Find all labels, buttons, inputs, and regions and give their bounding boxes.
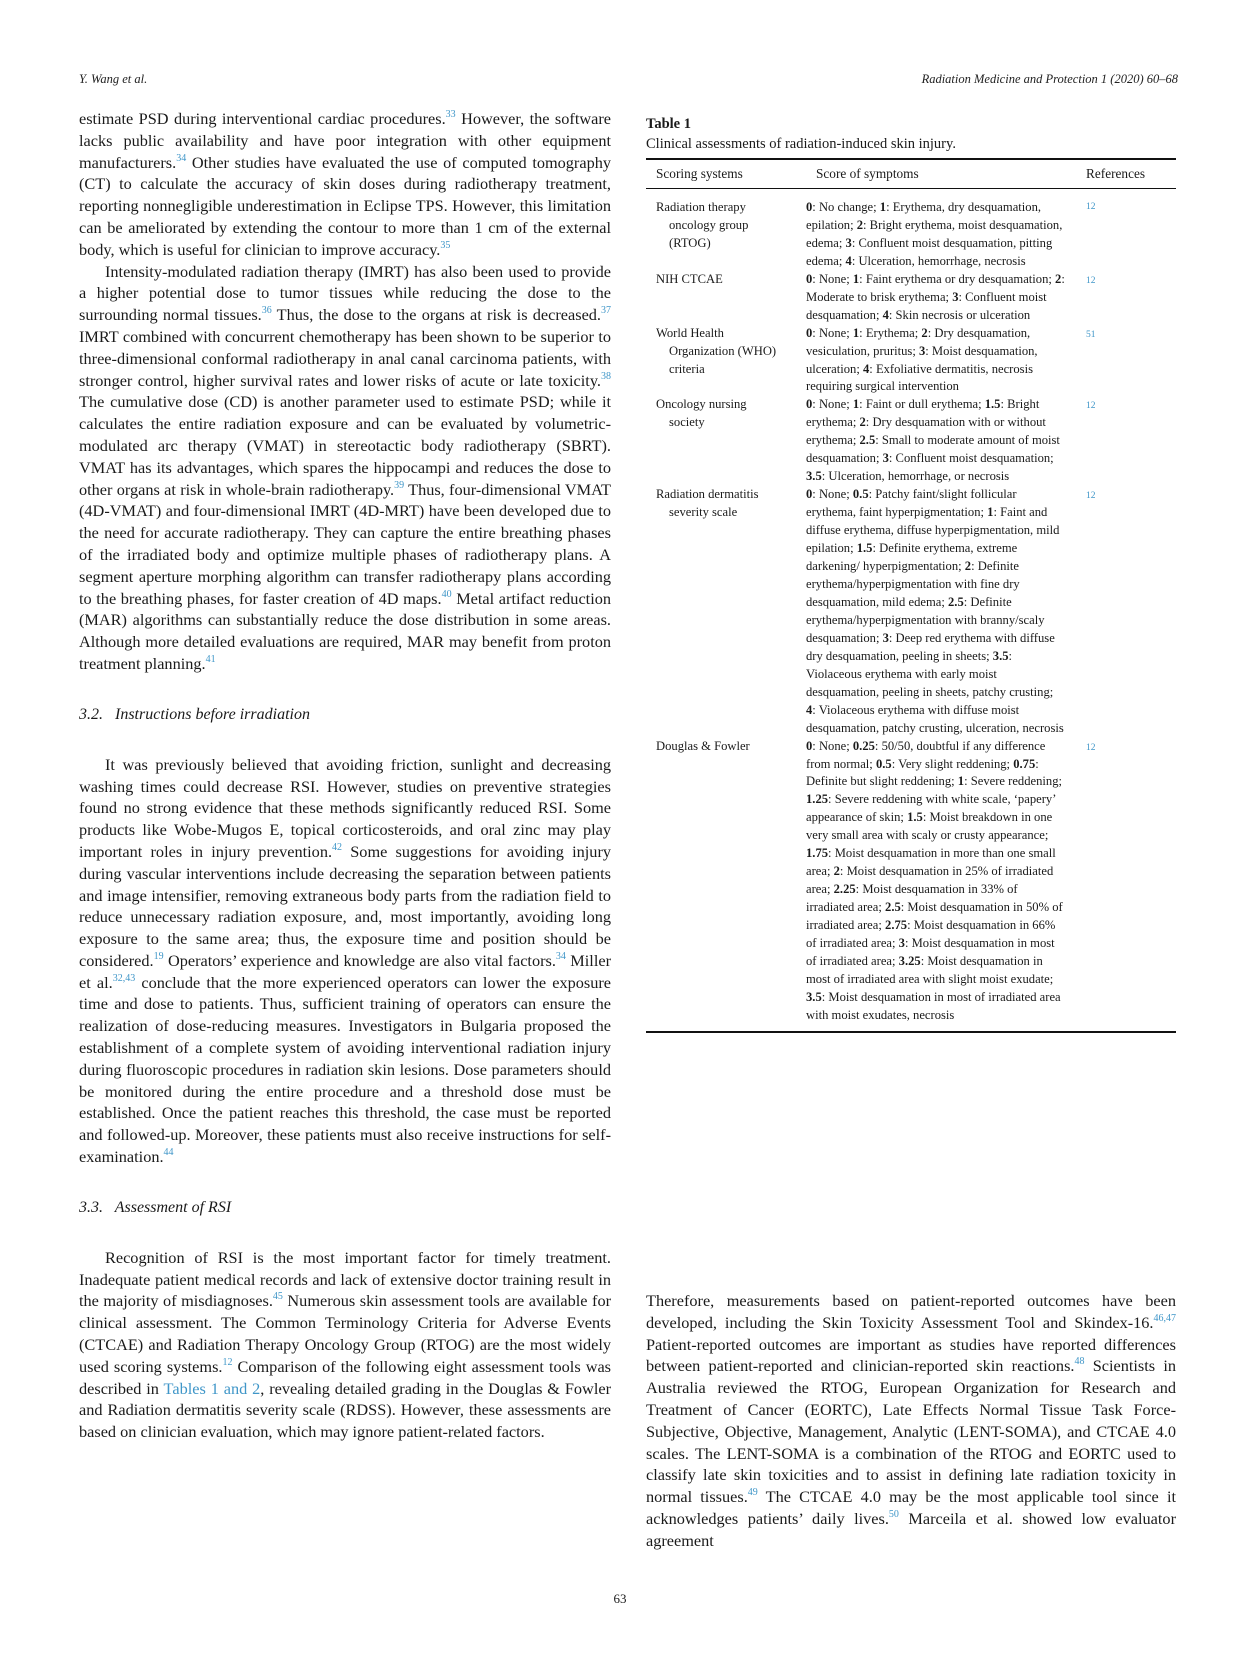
score-description: : Exfoliative dermatitis, necrosis requiring surgical intervention <box>806 361 1033 394</box>
score-grade: 0.5 <box>875 756 892 771</box>
paragraph-patient-reported: Therefore, measurements based on patient-reported outcomes have been developed, including the Skin Toxicity Assessment Tool and Skindex-16.$^{46,47}$ Patient-reported outcomes are important as studies have reported differences between patient-reported and clinician-reported skin reactions.$^{48}$ Scientists in Australia reviewed the RTOG, European Organization for Research and Treatment of Cancer (EORTC), Late Effects Normal Tissue Task Force-Subjective, Objective, Management, Analytic (LENT-SOMA), and CTCAE 4.0 scales. The LENT-SOMA is a combination of the RTOG and EORTC used to classify late skin toxicities and to assist in defining late radiation toxicity in normal tissues.$^{49}$ The CTCAE 4.0 may be the most applicable tool since it acknowledges patients’ daily lives.$^{50}$ Marceila et al. showed low evaluator agreement <box>646 1291 1176 1550</box>
score-grade: 0 <box>806 487 813 502</box>
score-description: : Bright erythema; <box>806 397 1040 430</box>
citation-link[interactable]: 49 <box>747 1487 758 1499</box>
score-description: : Dry desquamation with or without erythema; <box>806 415 1046 448</box>
score-description: : Moderate to brisk erythema; <box>806 271 1065 304</box>
table-label: Table 1 <box>646 116 691 132</box>
section-heading-3-3: 3.3. Assessment of RSI <box>79 1198 232 1216</box>
score-of-symptoms-cell <box>806 396 1076 486</box>
table-row <box>646 271 1176 325</box>
citation-link[interactable]: 32,43 <box>112 972 136 984</box>
score-description: : 50/50, doubtful if any difference from normal; <box>806 738 1046 771</box>
score-description: : Bright erythema, moist desquamation, edema; <box>806 217 1063 250</box>
score-description: : Moist desquamation in 66% of irradiated area; <box>806 918 1056 951</box>
score-grade: 3.5 <box>806 469 822 484</box>
score-grade: 2.75 <box>885 918 908 933</box>
score-description: : Moist desquamation, ulceration; <box>806 343 1038 376</box>
citation-link[interactable]: 33 <box>445 109 456 120</box>
tables-link[interactable]: Tables 1 and 2 <box>163 1378 261 1398</box>
score-description: : None; <box>812 487 853 502</box>
section-heading-3-2: 3.2. Instructions before irradiation <box>79 705 310 723</box>
score-description: : Violaceous erythema with early moist desquamation, peeling in sheets, patchy crusting; <box>806 648 1054 699</box>
score-description: : Violaceous erythema with diffuse moist desquamation, patchy crusting, ulceration, necrosis <box>806 702 1064 735</box>
assessment-table <box>646 158 1176 1031</box>
score-grade: 2 <box>921 325 928 340</box>
score-description: : Ulceration, hemorrhage, necrosis <box>851 253 1026 268</box>
score-of-symptoms-cell <box>806 486 1076 737</box>
scoring-system-name: Radiation dermatitis <box>656 487 759 502</box>
score-description: : Patchy faint/slight follicular erythema, faint hyperpigmentation; <box>806 487 1017 520</box>
score-grade: 2.25 <box>833 882 856 897</box>
score-grade: 3 <box>882 630 889 645</box>
score-grade: 1.25 <box>806 792 829 807</box>
scoring-system-name: oncology group <box>669 217 749 232</box>
citation-link[interactable]: 50 <box>888 1508 899 1520</box>
citation-link[interactable]: 42 <box>332 841 343 853</box>
score-description: : None; <box>812 397 853 412</box>
score-description: : Confluent moist desquamation, pitting edema; <box>806 235 1053 268</box>
table-row <box>646 396 1176 486</box>
score-description: : Severe reddening; <box>964 774 1063 789</box>
citation-link[interactable]: 34 <box>176 152 187 164</box>
score-grade: 3 <box>898 936 905 951</box>
score-description: : No change; <box>812 199 880 214</box>
score-grade: 1 <box>987 505 994 520</box>
reference-link[interactable]: 51 <box>1086 329 1096 340</box>
score-grade: 0 <box>806 325 813 340</box>
score-description: : None; <box>812 325 853 340</box>
paragraph-instructions: It was previously believed that avoiding friction, sunlight and decreasing washing times could decrease RSI. However, studies on preventive strategies found no strong evidence that these methods significantly reduced RSI. Some products like Wobe-Mugos E, topical corticosteroids, and oral zinc may play important roles in injury prevention.$^{42}$ Some suggestions for avoiding injury during vascular interventions include decreasing the separation between patients and image intensifier, removing extraneous body parts from the radiation field to reduce unnecessary radiation exposure, and, most importantly, avoiding long exposure to the same area; thus, the exposure time and position should be considered.$^{19}$ Operators’ experience and knowledge are also vital factors.$^{34}$ Miller et al.$^{32,43}$ conclude that the more experienced operators can lower the exposure time and dose to patients. Thus, sufficient training of operators can ensure the realization of dose-reducing measures. Investigators in Bulgaria proposed the establishment of a complete system of avoiding interventional radiation injury during fluoroscopic procedures in radiation skin lesions. Dose parameters should be monitored during the entire procedure and a threshold dose must be established. Once the patient reaches this threshold, the case must be reported and followed-up. Moreover, these patients must also receive instructions for self-examination.$^{44}$ <box>79 754 612 1167</box>
score-description: : Severe reddening with white scale, ‘papery’ appearance of skin; <box>806 792 1056 825</box>
score-grade: 2 <box>964 559 972 574</box>
scoring-system-name: World Health <box>656 325 724 340</box>
citation-link[interactable]: 37 <box>601 305 612 317</box>
score-grade: 3.5 <box>992 648 1009 663</box>
score-grade: 3.25 <box>898 953 921 968</box>
scoring-system-cell <box>646 188 806 270</box>
score-description: : Deep red erythema with diffuse dry desquamation, peeling in sheets; <box>806 630 1055 663</box>
scoring-system-name: Douglas & Fowler <box>656 738 750 753</box>
score-description: : Moist desquamation in more than one small area; <box>806 846 1056 879</box>
score-description: : Definite but slight reddening; <box>806 756 1039 789</box>
citation-link[interactable]: 34 <box>555 950 566 962</box>
score-grade: 2.5 <box>859 433 876 448</box>
score-grade: 4 <box>882 307 889 322</box>
score-grade: 2 <box>833 864 840 879</box>
scoring-system-cell <box>646 486 806 737</box>
score-description: : Moist desquamation in 33% of irradiated area; <box>806 882 1018 915</box>
score-of-symptoms-cell <box>806 271 1076 325</box>
table-bottom-rule <box>646 1031 1176 1033</box>
running-header-journal: Radiation Medicine and Protection 1 (2020) 60–68 <box>921 72 1178 86</box>
score-grade: 3.5 <box>806 989 822 1004</box>
table-row <box>646 325 1176 397</box>
score-description: : Small to moderate amount of moist desquamation; <box>806 433 1060 466</box>
citation-link[interactable]: 46,47 <box>1153 1312 1176 1324</box>
citation-link[interactable]: 44 <box>163 1147 174 1159</box>
score-grade: 0.25 <box>852 738 875 753</box>
score-grade: 0 <box>806 271 813 286</box>
score-grade: 2 <box>1055 271 1062 286</box>
scoring-system-name: NIH CTCAE <box>656 271 723 286</box>
citation-link[interactable]: 36 <box>261 305 272 317</box>
reference-link[interactable]: 12 <box>1086 491 1096 502</box>
score-grade: 4 <box>845 253 852 268</box>
score-grade: 2 <box>859 415 866 430</box>
score-grade: 2 <box>856 217 864 232</box>
score-description: : Very slight reddening; <box>891 756 1014 771</box>
score-description: : Ulceration, hemorrhage, or necrosis <box>821 469 1010 484</box>
score-grade: 1.75 <box>806 846 829 861</box>
score-grade: 3 <box>882 451 889 466</box>
score-grade: 0 <box>806 199 813 214</box>
table-row <box>646 188 1176 270</box>
score-description: : Faint or dull erythema; <box>859 397 985 412</box>
citation-link[interactable]: 19 <box>153 950 164 962</box>
score-grade: 1.5 <box>907 810 923 825</box>
table-caption: Clinical assessments of radiation-induced skin injury. <box>646 136 956 152</box>
scoring-system-name: Oncology nursing <box>656 397 747 412</box>
score-grade: 1 <box>852 325 860 340</box>
score-description: : Faint erythema or dry desquamation; <box>859 271 1056 286</box>
score-description: : Moist desquamation in most of irradiated area with moist exudates, necrosis <box>806 989 1061 1022</box>
table-header-row <box>646 159 1176 188</box>
score-description: : Erythema, dry desquamation, epilation; <box>806 199 1042 232</box>
score-grade: 4 <box>863 361 870 376</box>
col-header-scoring: Scoring systems <box>646 159 806 188</box>
table-row <box>646 486 1176 737</box>
score-grade: 1.5 <box>984 397 1001 412</box>
score-description: : Definite erythema, extreme darkening/ hyperpigmentation; <box>806 541 1018 574</box>
score-grade: 0 <box>806 397 813 412</box>
score-description: : Moist desquamation in 25% of irradiated area; <box>806 864 1054 897</box>
score-description: : Moist desquamation in most of irradiated area with slight moist exudate; <box>806 953 1054 986</box>
citation-link[interactable]: 40 <box>441 588 452 600</box>
score-of-symptoms-cell <box>806 188 1076 270</box>
citation-link[interactable]: 38 <box>601 370 611 382</box>
table-1 <box>646 114 1176 1033</box>
scoring-system-name: Organization (WHO) <box>669 343 777 358</box>
score-grade: 4 <box>806 702 813 717</box>
score-description: : None; <box>812 738 853 753</box>
score-grade: 0.75 <box>1013 756 1036 771</box>
reference-link[interactable]: 12 <box>1086 401 1096 412</box>
score-grade: 2.5 <box>885 900 901 915</box>
score-of-symptoms-cell <box>806 325 1076 397</box>
reference-link[interactable]: 12 <box>1086 742 1096 753</box>
scoring-system-cell <box>646 271 806 325</box>
running-header-authors: Y. Wang et al. <box>79 72 148 86</box>
col-header-references: References <box>1076 159 1176 188</box>
paragraph-imrt: Intensity-modulated radiation therapy (IMRT) has also been used to provide a higher potential dose to tumor tissues while reducing the dose to the surrounding normal tissues.$^{36}$ Thus, the dose to the organs at risk is decreased.$^{37}$ IMRT combined with concurrent chemotherapy has been shown to be superior to three-dimensional conformal radiotherapy in anal canal carcinoma patients, with stronger control, higher survival rates and lower risks of acute or late toxicity.$^{38}$ The cumulative dose (CD) is another parameter used to estimate PSD; while it calculates the entire radiation exposure and can be evaluated by volumetric-modulated arc therapy (VMAT) in stereotactic body radiotherapy (SBRT). VMAT has its advantages, which spares the hippocampi and reduces the dose to other organs at risk in whole-brain radiotherapy.$^{39}$ Thus, four-dimensional VMAT (4D-VMAT) and four-dimensional IMRT (4D-MRT) have been developed due to the need for accurate radiotherapy. They can capture the entire breathing phases of the irradiated body and optimize multiple phases of radiotherapy plans. A segment aperture morphing algorithm can transfer radiotherapy plans according to the breathing phases, for faster creation of 4D maps.$^{40}$ Metal artifact reduction (MAR) algorithms can substantially reduce the dose distribution in some areas. Although more detailed evaluations are required, MAR may benefit from proton treatment planning.$^{41}$ <box>79 261 612 673</box>
score-description: : Moist breakdown in one very small area with scaly or crusty appearance; <box>806 810 1053 843</box>
scoring-system-cell <box>646 738 806 1031</box>
page-number: 63 <box>613 1591 627 1606</box>
score-grade: 1 <box>957 774 965 789</box>
score-of-symptoms-cell <box>806 738 1076 1031</box>
score-grade: 0.5 <box>852 487 869 502</box>
score-description: : Confluent moist desquamation; <box>888 451 1054 466</box>
citation-link[interactable]: 45 <box>272 1291 283 1303</box>
citation-link[interactable]: 48 <box>1074 1356 1085 1368</box>
citation-link[interactable]: 12 <box>222 1356 233 1368</box>
score-grade: 2.5 <box>948 594 964 609</box>
score-grade: 3 <box>845 235 852 250</box>
paragraph-assessment: Recognition of RSI is the most important factor for timely treatment. Inadequate patient medical records and lack of extensive doctor training result in the majority of misdiagnoses.$^{45}$ Numerous skin assessment tools are available for clinical assessment. The Common Terminology Criteria for Adverse Events (CTCAE) and Radiation Therapy Oncology Group (RTOG) are the most widely used scoring systems.$^{12}$ Comparison of the following eight assessment tools was described in Tables 1 and 2, revealing detailed grading in the Douglas & Fowler and Radiation dermatitis severity scale (RDSS). However, these assessments are based on clinician evaluation, which may ignore patient-related factors. <box>79 1247 612 1442</box>
scoring-system-name: severity scale <box>669 505 738 520</box>
score-grade: 3 <box>952 289 959 304</box>
score-description: : Dry desquamation, vesiculation, pruritus; <box>806 325 1031 358</box>
citation-link[interactable]: 39 <box>394 479 405 491</box>
right-column-text <box>646 1290 1176 1552</box>
scoring-system-cell <box>646 325 806 397</box>
score-description: : Definite erythema/hyperpigmentation with fine dry desquamation, mild edema; <box>806 559 1020 609</box>
scoring-system-name: criteria <box>669 361 705 376</box>
score-grade: 1 <box>852 397 860 412</box>
score-description: : Definite erythema/hyperpigmentation with branny/scaly desquamation; <box>806 594 1045 645</box>
table-row <box>646 738 1176 1031</box>
left-column <box>79 108 611 1443</box>
scoring-system-name: society <box>669 415 705 430</box>
score-description: : Erythema; <box>859 325 922 340</box>
score-grade: 1 <box>852 271 860 286</box>
score-description: : Confluent moist desquamation; <box>806 289 1047 322</box>
score-grade: 1.5 <box>856 541 873 556</box>
score-grade: 3 <box>918 343 926 358</box>
citation-link[interactable]: 35 <box>440 239 451 251</box>
scoring-system-name: Radiation therapy <box>656 199 746 214</box>
score-grade: 0 <box>806 738 813 753</box>
score-grade: 1 <box>879 199 887 214</box>
score-description: : Skin necrosis or ulceration <box>888 307 1031 322</box>
paragraph-psd-software: estimate PSD during interventional cardiac procedures.$^{33}$ However, the software lacks public availability and have poor integration with other equipment manufacturers.$^{34}$ Other studies have evaluated the use of computed tomography (CT) to calculate the accuracy of skin doses during radiotherapy treatment, reporting nonnegligible underestimation in Eclipse TPS. However, this limitation can be ameliorated by extending the contour to more than 1 cm of the external body, which is useful for clinician to improve accuracy.$^{35}$ <box>79 109 611 259</box>
score-description: : None; <box>812 271 853 286</box>
reference-link[interactable]: 12 <box>1086 275 1096 286</box>
citation-link[interactable]: 41 <box>205 653 216 665</box>
score-description: : Faint and diffuse erythema, diffuse hyperpigmentation, mild epilation; <box>806 505 1060 556</box>
score-description: : Moist desquamation in most of irradiated area; <box>806 936 1055 968</box>
reference-link[interactable]: 12 <box>1086 201 1096 212</box>
score-description: : Moist desquamation in 50% of irradiated area; <box>806 900 1063 933</box>
col-header-score: Score of symptoms <box>806 159 1076 188</box>
scoring-system-cell <box>646 396 806 486</box>
scoring-system-name: (RTOG) <box>669 235 711 250</box>
